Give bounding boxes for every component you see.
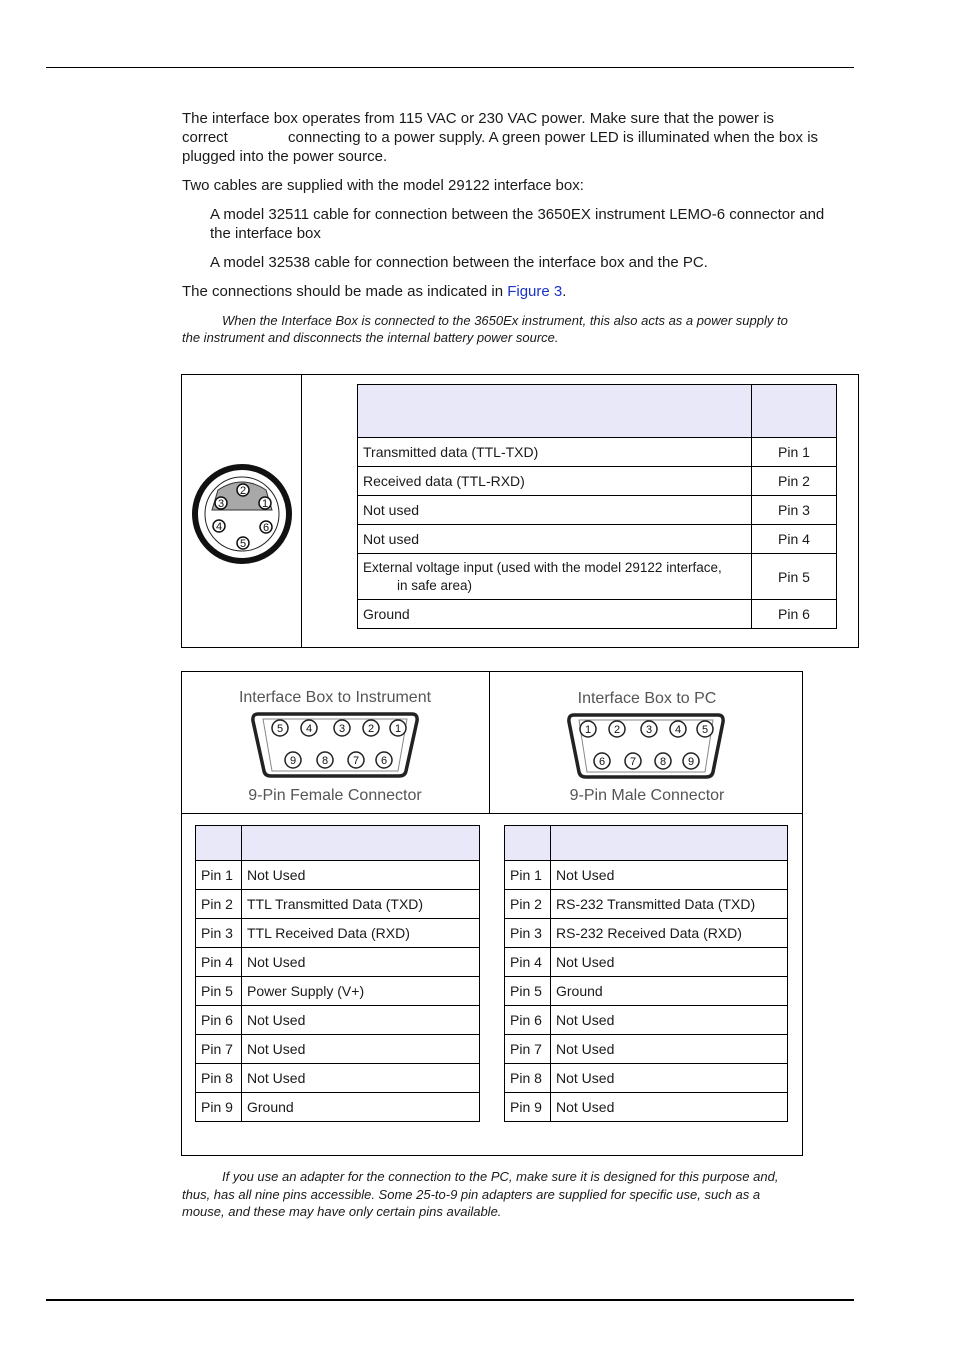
table-row xyxy=(505,1006,788,1035)
svg-text:6: 6 xyxy=(598,756,606,768)
note1-line2: the instrument and disconnects the internal battery power source. xyxy=(182,330,559,345)
pin-cell: Pin 2 xyxy=(196,890,242,919)
lemo-row-desc: Received data (TTL-RXD) xyxy=(358,467,752,496)
pin-cell: Pin 7 xyxy=(196,1035,242,1064)
lemo-6-connector-diagram xyxy=(190,460,294,568)
desc-cell: Power Supply (V+) xyxy=(242,977,480,1006)
svg-text:6: 6 xyxy=(262,522,270,534)
lemo-row-pin: Pin 6 xyxy=(752,600,837,629)
svg-text:3: 3 xyxy=(338,723,346,735)
svg-text:8: 8 xyxy=(659,756,667,768)
lemo-row-desc-line1: External voltage input (used with the model 29122 interface, xyxy=(363,559,722,575)
female-top-pins xyxy=(272,720,406,736)
svg-text:4: 4 xyxy=(305,723,313,735)
header-rule xyxy=(46,67,854,68)
female-bottom-pins xyxy=(285,752,392,768)
desc-cell: Not Used xyxy=(551,1006,788,1035)
svg-text:7: 7 xyxy=(629,756,637,768)
para3-prefix: The connections should be made as indicated in xyxy=(182,283,504,300)
male-bottom-pins xyxy=(594,753,699,769)
desc-cell: Not Used xyxy=(242,948,480,977)
female-table-header-desc xyxy=(242,826,480,861)
desc-cell: RS-232 Transmitted Data (TXD) xyxy=(551,890,788,919)
desc-cell: Not Used xyxy=(551,861,788,890)
dsub-panel-vertical-divider xyxy=(489,671,490,813)
lemo-pin-4 xyxy=(213,520,225,533)
table-row xyxy=(358,600,837,629)
female-table-header-pin xyxy=(196,826,242,861)
table-row xyxy=(196,1006,480,1035)
svg-text:9: 9 xyxy=(289,755,297,767)
lemo-row-pin: Pin 1 xyxy=(752,438,837,467)
pin-cell: Pin 4 xyxy=(505,948,551,977)
svg-text:8: 8 xyxy=(321,755,329,767)
desc-cell: Not Used xyxy=(551,948,788,977)
lemo-pin-5 xyxy=(237,537,249,550)
table-row xyxy=(196,948,480,977)
table-row xyxy=(358,525,837,554)
pin-cell: Pin 3 xyxy=(196,919,242,948)
para3-suffix: . xyxy=(562,283,567,300)
table-row xyxy=(196,1035,480,1064)
bullet1-line1: A model 32511 cable for connection between the 3650EX instrument LEMO-6 connector and xyxy=(210,206,825,223)
lemo-table-header-desc xyxy=(358,385,752,438)
lemo-table-header-pin xyxy=(752,385,837,438)
desc-cell: TTL Received Data (RXD) xyxy=(242,919,480,948)
svg-text:2: 2 xyxy=(239,485,247,497)
lemo-row-pin: Pin 3 xyxy=(752,496,837,525)
pin-cell: Pin 6 xyxy=(505,1006,551,1035)
lemo-row-desc-line2: in safe area) xyxy=(397,577,473,593)
desc-cell: Not Used xyxy=(551,1064,788,1093)
pin-cell: Pin 5 xyxy=(196,977,242,1006)
table-row xyxy=(505,890,788,919)
desc-cell: Ground xyxy=(551,977,788,1006)
table-row xyxy=(358,467,837,496)
pin-cell: Pin 8 xyxy=(196,1064,242,1093)
table-row xyxy=(358,496,837,525)
pin-cell: Pin 3 xyxy=(505,919,551,948)
lemo-row-pin: Pin 5 xyxy=(752,554,837,600)
intro-para2: Two cables are supplied with the model 29122 interface box: xyxy=(182,177,584,194)
male-connector-caption: 9-Pin Male Connector xyxy=(569,787,725,804)
svg-text:5: 5 xyxy=(701,724,709,736)
desc-cell: Not Used xyxy=(242,1006,480,1035)
desc-cell: Not Used xyxy=(242,861,480,890)
male-table-header-desc xyxy=(551,826,788,861)
lemo-pin-2 xyxy=(237,484,249,497)
intro-para1-line1: The interface box operates from 115 VAC or 230 VAC power. Make sure that the power is xyxy=(182,110,774,127)
female-pin-table xyxy=(195,825,480,1122)
pin-cell: Pin 7 xyxy=(505,1035,551,1064)
pin-cell: Pin 1 xyxy=(196,861,242,890)
svg-text:5: 5 xyxy=(276,723,284,735)
svg-text:4: 4 xyxy=(215,521,223,533)
table-row xyxy=(358,554,837,600)
table-row xyxy=(505,1093,788,1122)
lemo-pin-1 xyxy=(259,497,271,510)
desc-cell: TTL Transmitted Data (TXD) xyxy=(242,890,480,919)
table-row xyxy=(196,1064,480,1093)
svg-text:1: 1 xyxy=(261,498,269,510)
table-row xyxy=(505,1035,788,1064)
female-connector-caption: 9-Pin Female Connector xyxy=(248,787,422,804)
pin-cell: Pin 9 xyxy=(196,1093,242,1122)
lemo-row-pin: Pin 2 xyxy=(752,467,837,496)
note1-line1: When the Interface Box is connected to the 3650Ex instrument, this also acts as a power supply to xyxy=(222,313,788,328)
intro-para1-line3: plugged into the power source. xyxy=(182,148,388,165)
pin-cell: Pin 6 xyxy=(196,1006,242,1035)
dsub-panel-horizontal-divider xyxy=(181,813,803,814)
desc-cell: Not Used xyxy=(551,1035,788,1064)
pin-cell: Pin 4 xyxy=(196,948,242,977)
svg-text:2: 2 xyxy=(613,724,621,736)
bullet2: A model 32538 cable for connection between the interface box and the PC. xyxy=(210,254,708,271)
note2-line2: thus, has all nine pins accessible. Some 25-to-9 pin adapters are supplied for specific use, such as a xyxy=(182,1187,761,1202)
svg-text:3: 3 xyxy=(217,498,225,510)
male-connector-title: Interface Box to PC xyxy=(577,690,717,707)
male-pin-table xyxy=(504,825,788,1122)
intro-para1-line2a: correct xyxy=(182,129,228,146)
intro-para1-line2b: connecting to a power supply. A green power LED is illuminated when the box is xyxy=(288,129,819,146)
lemo-row-desc: Transmitted data (TTL-TXD) xyxy=(358,438,752,467)
female-connector-diagram xyxy=(230,683,440,808)
lemo-pin-3 xyxy=(215,497,227,510)
svg-text:9: 9 xyxy=(687,756,695,768)
lemo-pin-6 xyxy=(260,521,272,534)
svg-text:2: 2 xyxy=(367,723,375,735)
figure-3-link[interactable]: Figure 3 xyxy=(507,283,563,300)
svg-text:5: 5 xyxy=(239,538,247,550)
male-connector-diagram xyxy=(542,684,752,809)
footer-rule xyxy=(46,1299,854,1301)
lemo-panel-divider xyxy=(301,374,302,648)
lemo-row-desc: Not used xyxy=(358,496,752,525)
desc-cell: Not Used xyxy=(242,1035,480,1064)
pin-cell: Pin 5 xyxy=(505,977,551,1006)
svg-text:7: 7 xyxy=(352,755,360,767)
table-row xyxy=(196,977,480,1006)
svg-text:6: 6 xyxy=(380,755,388,767)
table-row xyxy=(505,861,788,890)
table-row xyxy=(358,438,837,467)
table-row xyxy=(196,861,480,890)
lemo-pin-table xyxy=(357,384,837,629)
intro-para3 xyxy=(182,282,566,301)
lemo-row-pin: Pin 4 xyxy=(752,525,837,554)
male-top-pins xyxy=(580,721,713,737)
lemo-row-desc: Ground xyxy=(358,600,752,629)
bullet1-line2: the interface box xyxy=(210,225,321,242)
pin-cell: Pin 8 xyxy=(505,1064,551,1093)
pin-cell: Pin 9 xyxy=(505,1093,551,1122)
table-row xyxy=(196,1093,480,1122)
table-row xyxy=(196,890,480,919)
desc-cell: RS-232 Received Data (RXD) xyxy=(551,919,788,948)
lemo-row-desc-multiline xyxy=(358,554,752,600)
table-row xyxy=(505,919,788,948)
note2-line3: mouse, and these may have only certain pins available. xyxy=(182,1204,502,1219)
svg-text:1: 1 xyxy=(584,724,592,736)
table-row xyxy=(505,948,788,977)
pin-cell: Pin 2 xyxy=(505,890,551,919)
svg-text:4: 4 xyxy=(674,724,682,736)
table-row xyxy=(505,977,788,1006)
desc-cell: Not Used xyxy=(551,1093,788,1122)
desc-cell: Ground xyxy=(242,1093,480,1122)
male-table-header-pin xyxy=(505,826,551,861)
table-row xyxy=(196,919,480,948)
svg-text:1: 1 xyxy=(394,723,402,735)
note2-line1: If you use an adapter for the connection to the PC, make sure it is designed for this purpose and, xyxy=(222,1169,779,1184)
desc-cell: Not Used xyxy=(242,1064,480,1093)
female-connector-title: Interface Box to Instrument xyxy=(238,689,432,706)
pin-cell: Pin 1 xyxy=(505,861,551,890)
lemo-row-desc: Not used xyxy=(358,525,752,554)
svg-text:3: 3 xyxy=(645,724,653,736)
table-row xyxy=(505,1064,788,1093)
